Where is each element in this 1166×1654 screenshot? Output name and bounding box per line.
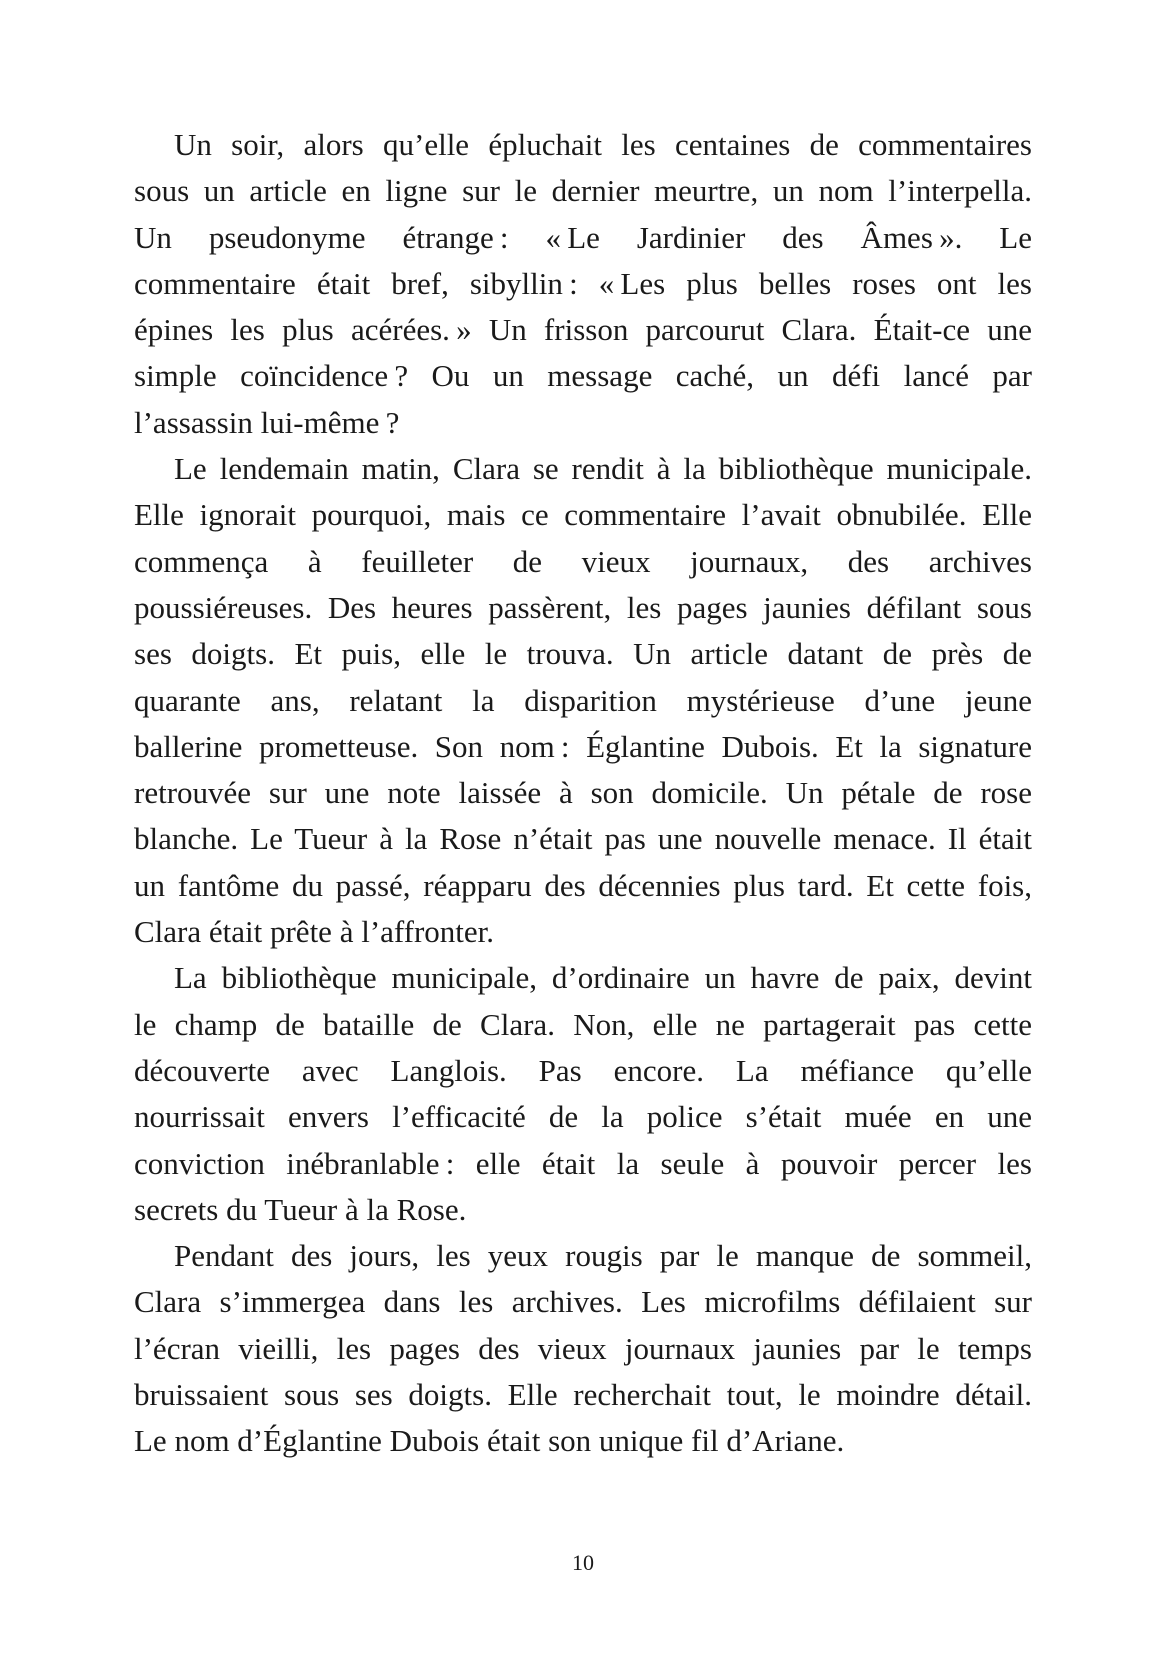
text-line: bruissaient sous ses doigts. Elle recherchait tout, le moindre détail. <box>134 1377 1032 1413</box>
text-line: sous un article en ligne sur le dernier meurtre, un nom l’interpella. <box>134 173 1032 209</box>
text-line: poussiéreuses. Des heures passèrent, les pages jaunies défilant sous <box>134 589 1032 625</box>
paragraph <box>134 446 1032 955</box>
text-line: l’assassin lui-même ? <box>134 404 400 440</box>
paragraph <box>134 955 1032 1233</box>
text-line: Un pseudonyme étrange : « Le Jardinier des Âmes ». Le <box>134 219 1032 255</box>
paragraph <box>134 1233 1032 1464</box>
paragraph <box>134 122 1032 446</box>
text-line: commentaire était bref, sibyllin : « Les plus belles roses ont les <box>134 265 1032 301</box>
text-line: découverte avec Langlois. Pas encore. La méfiance qu’elle <box>134 1052 1032 1088</box>
text-line: Elle ignorait pourquoi, mais ce commentaire l’avait obnubilée. Elle <box>134 497 1032 533</box>
text-line: Un soir, alors qu’elle épluchait les centaines de commentaires <box>174 127 1032 162</box>
text-line: ses doigts. Et puis, elle le trouva. Un article datant de près de <box>134 636 1032 672</box>
page-number: 10 <box>572 1550 594 1575</box>
text-line: quarante ans, relatant la disparition mystérieuse d’une jeune <box>134 682 1032 718</box>
text-line: conviction inébranlable : elle était la seule à pouvoir percer les <box>134 1145 1032 1181</box>
text-line: simple coïncidence ? Ou un message caché, un défi lancé par <box>134 358 1032 394</box>
text-line: commença à feuilleter de vieux journaux, des archives <box>134 543 1032 579</box>
text-line: Clara s’immergea dans les archives. Les microfilms défilaient sur <box>134 1284 1032 1320</box>
text-line: Pendant des jours, les yeux rougis par le manque de sommeil, <box>174 1238 1032 1274</box>
text-line: Clara était prête à l’affronter. <box>134 914 495 950</box>
text-line: le champ de bataille de Clara. Non, elle ne partagerait pas cette <box>134 1006 1032 1042</box>
body-text <box>134 122 1032 1465</box>
text-line: nourrissait envers l’efficacité de la police s’était muée en une <box>134 1099 1032 1135</box>
text-line: Le nom d’Églantine Dubois était son unique fil d’Ariane. <box>134 1423 845 1459</box>
text-line: ballerine prometteuse. Son nom : Églantine Dubois. Et la signature <box>134 728 1032 764</box>
text-line: La bibliothèque municipale, d’ordinaire un havre de paix, devint <box>174 960 1032 996</box>
text-line: retrouvée sur une note laissée à son domicile. Un pétale de rose <box>134 775 1032 811</box>
text-line: blanche. Le Tueur à la Rose n’était pas une nouvelle menace. Il était <box>134 821 1032 857</box>
text-line: Le lendemain matin, Clara se rendit à la bibliothèque municipale. <box>174 451 1032 487</box>
text-line: un fantôme du passé, réapparu des décennies plus tard. Et cette fois, <box>134 867 1032 903</box>
text-line: épines les plus acérées. » Un frisson parcourut Clara. Était-ce une <box>134 312 1032 348</box>
text-line: secrets du Tueur à la Rose. <box>134 1191 467 1227</box>
text-line: l’écran vieilli, les pages des vieux journaux jaunies par le temps <box>134 1330 1032 1366</box>
